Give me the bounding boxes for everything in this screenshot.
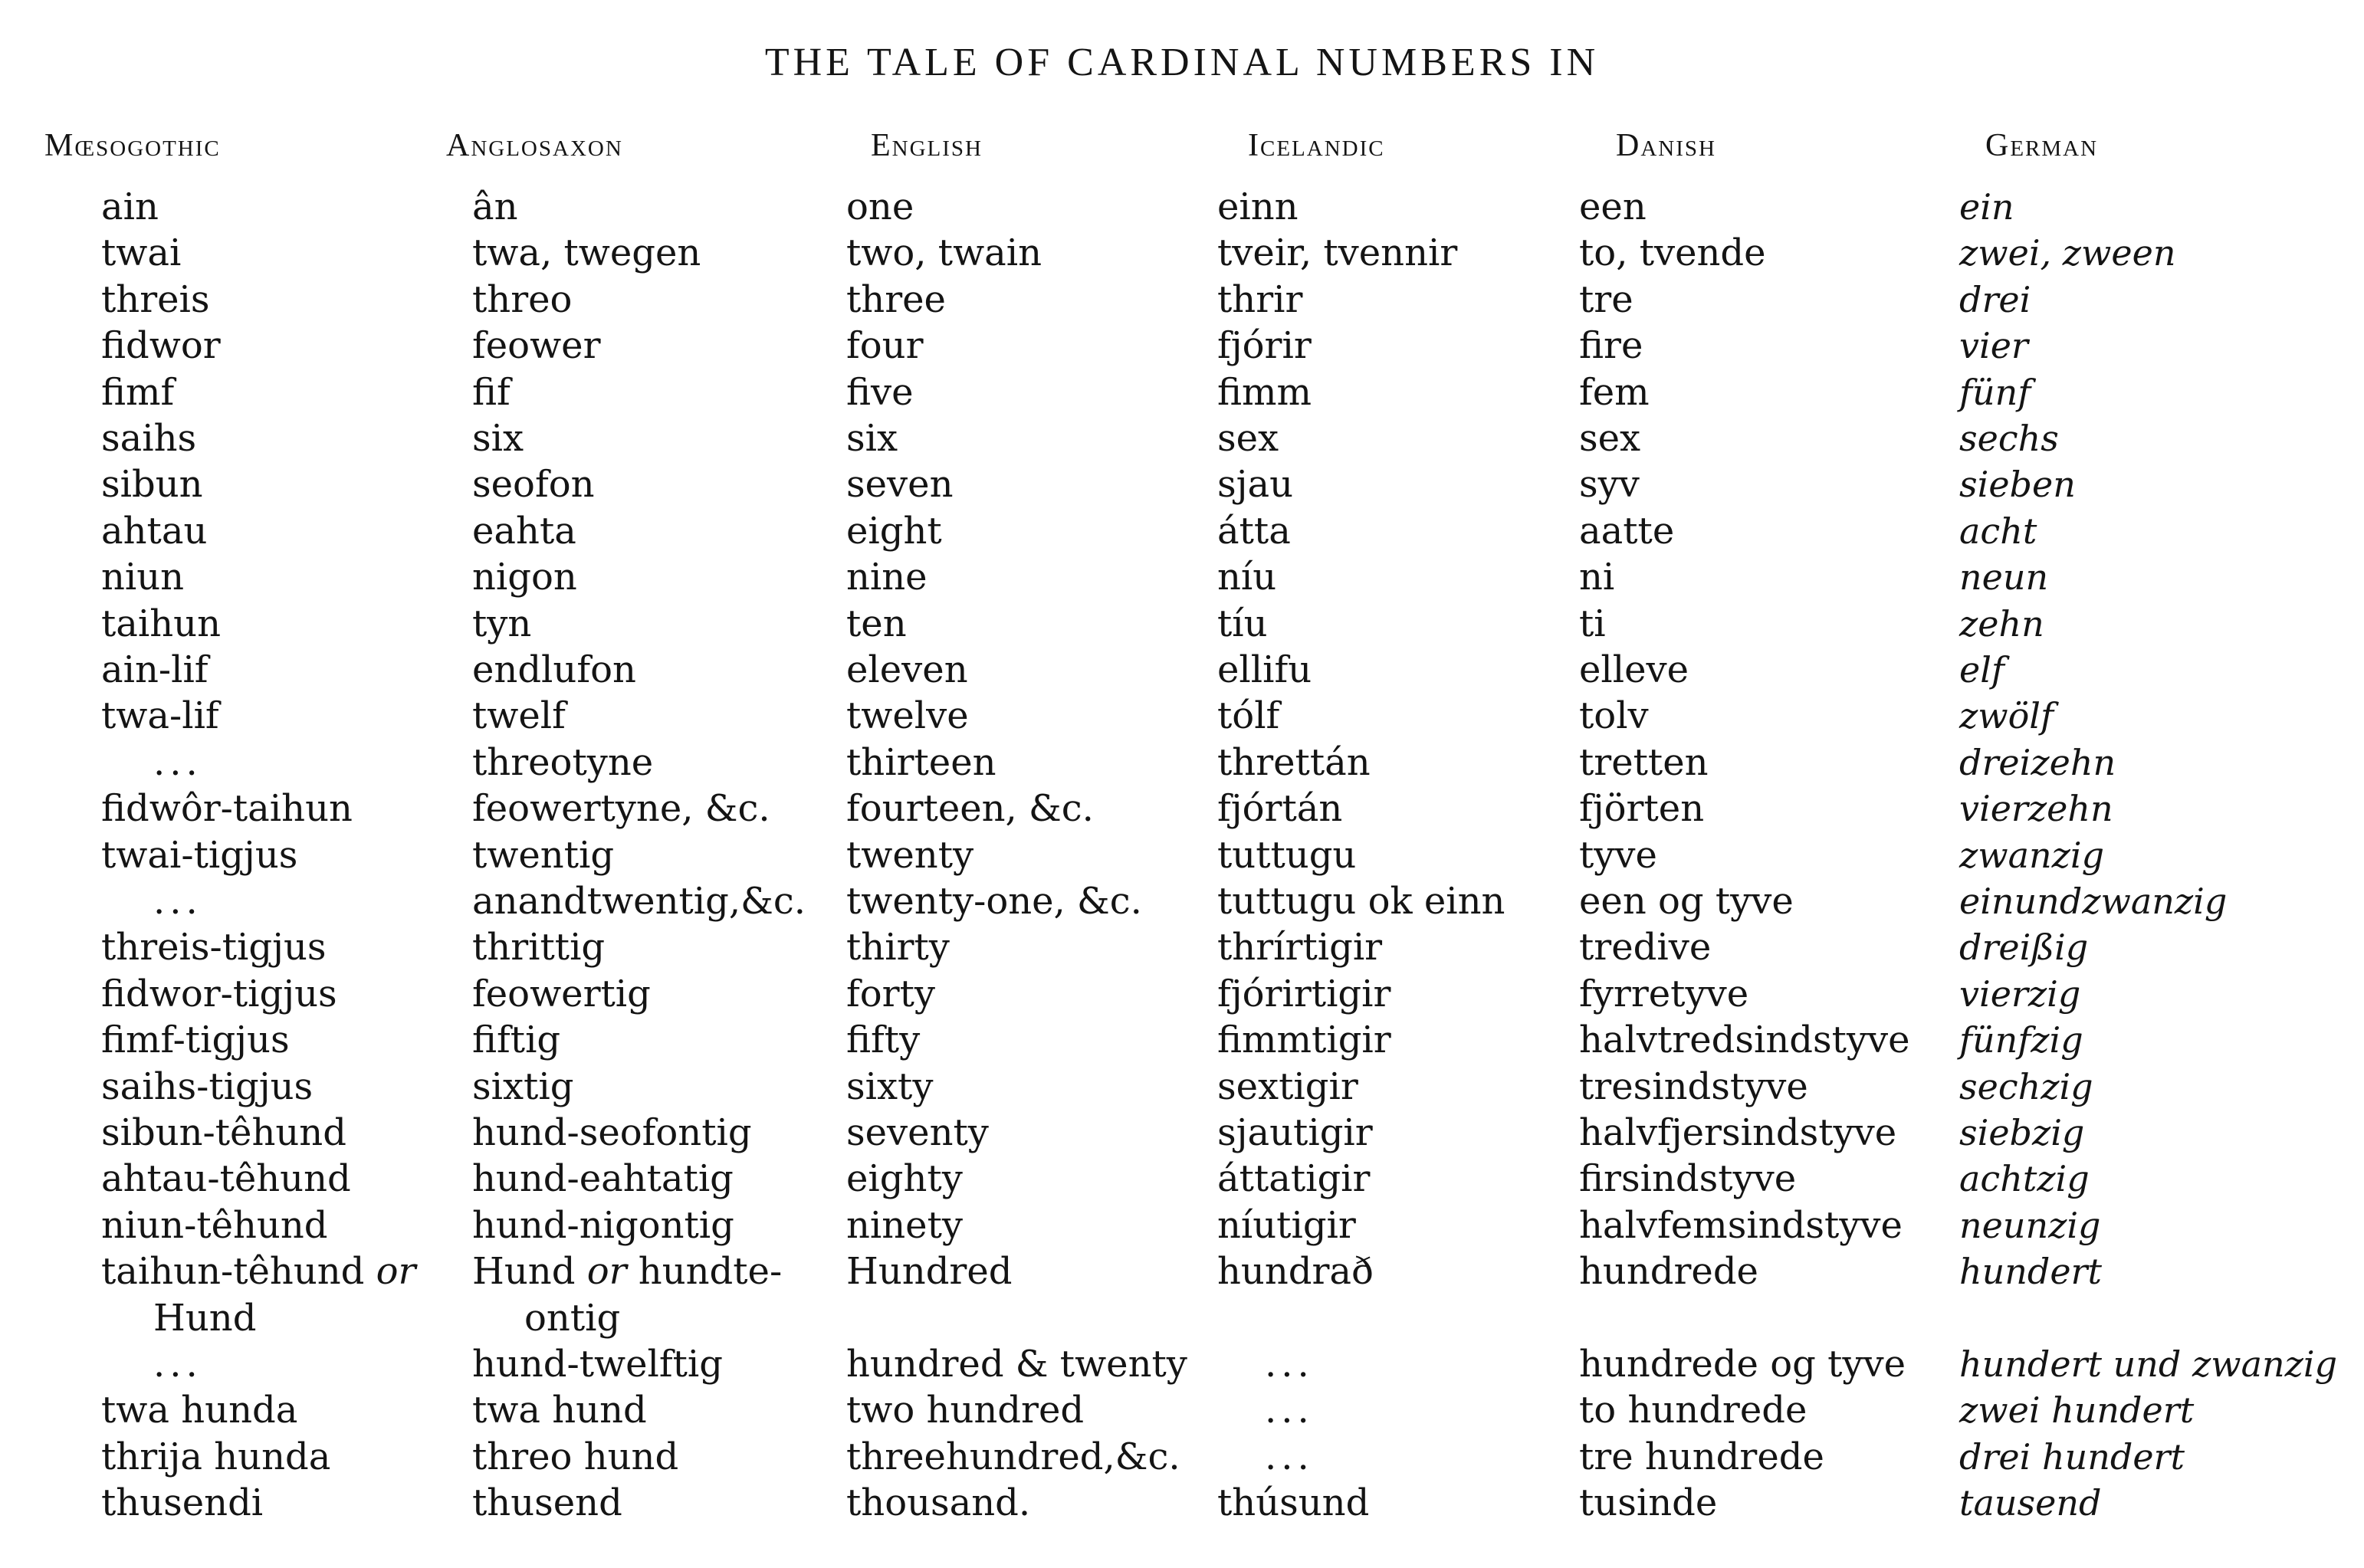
- cell-english: fourteen, &c.: [846, 787, 1094, 831]
- cell-german: sechzig: [1959, 1065, 2093, 1107]
- cell-english: three: [846, 277, 946, 321]
- cell-english: twelve: [846, 694, 969, 738]
- cell-text: Hund: [472, 1250, 576, 1294]
- cell-english: eighty: [846, 1157, 963, 1201]
- cell-icelandic: einn: [1217, 185, 1299, 228]
- cell-moesogothic: twa-lif: [101, 694, 219, 738]
- cell-german: einundzwanzig: [1959, 881, 2228, 922]
- cell-english: ten: [846, 602, 907, 645]
- cell-anglosaxon: endlufon: [472, 648, 636, 691]
- cell-english: eight: [846, 509, 942, 553]
- cell-icelandic: ellifu: [1217, 648, 1312, 691]
- cell-moesogothic: ...: [153, 740, 202, 784]
- cell-english: fifty: [846, 1019, 921, 1062]
- cell-anglosaxon: hund-seofontig: [472, 1111, 752, 1154]
- cell-english: forty: [846, 972, 936, 1015]
- cell-german: elf: [1959, 649, 2004, 691]
- cell-moesogothic: fidwôr-taihun: [101, 787, 353, 831]
- cell-text: taihun-têhund: [101, 1250, 365, 1294]
- cell-moesogothic: saihs-tigjus: [101, 1064, 314, 1108]
- column-header-icelandic: Icelandic: [1248, 128, 1385, 163]
- cell-anglosaxon: threotyne: [472, 740, 654, 784]
- cell-moesogothic: ...: [153, 880, 202, 923]
- cell-conjunction: or: [376, 1250, 416, 1294]
- cell-moesogothic: sibun-têhund: [101, 1111, 346, 1154]
- cell-anglosaxon: hund-nigontig: [472, 1203, 734, 1247]
- cell-german: zwanzig: [1959, 834, 2105, 876]
- cell-danish: halvtredsindstyve: [1579, 1019, 1910, 1062]
- cell-anglosaxon: thusend: [472, 1481, 622, 1525]
- cell-english: eleven: [846, 648, 968, 691]
- cell-german: zwei hundert: [1959, 1389, 2195, 1432]
- cell-icelandic: fimmtigir: [1217, 1019, 1391, 1062]
- cell-anglosaxon: thrittig: [472, 926, 606, 969]
- cell-danish: to hundrede: [1579, 1389, 1807, 1432]
- cell-conjunction: or: [586, 1250, 627, 1294]
- cell-moesogothic: fimf-tigjus: [101, 1019, 290, 1062]
- cell-anglosaxon: anandtwentig,&c.: [472, 880, 806, 923]
- cell-anglosaxon: fiftig: [472, 1019, 561, 1062]
- cell-anglosaxon: threo: [472, 277, 573, 321]
- cell-icelandic: thrir: [1217, 277, 1303, 321]
- cell-english: hundred & twenty: [846, 1343, 1187, 1386]
- cell-english: four: [846, 324, 924, 368]
- cell-english: seventy: [846, 1111, 989, 1154]
- cell-english: five: [846, 370, 914, 414]
- cell-danish: fjörten: [1579, 787, 1705, 831]
- cell-anglosaxon: tyn: [472, 602, 532, 645]
- cell-anglosaxon: feower: [472, 324, 601, 368]
- cell-moesogothic: twa hunda: [101, 1389, 298, 1432]
- cell-anglosaxon: twa, twegen: [472, 231, 701, 275]
- cell-icelandic: tíu: [1217, 602, 1268, 645]
- cell-english: Hundred: [846, 1250, 1013, 1294]
- cell-english: two, twain: [846, 231, 1042, 275]
- cell-icelandic: thrírtigir: [1217, 926, 1383, 969]
- cell-anglosaxon: threo hund: [472, 1435, 679, 1478]
- cell-danish: syv: [1579, 463, 1640, 507]
- cell-icelandic: fjórirtigir: [1217, 972, 1391, 1015]
- cell-icelandic: threttán: [1217, 740, 1371, 784]
- cell-moesogothic: twai: [101, 231, 182, 275]
- cell-danish: hundrede og tyve: [1579, 1343, 1906, 1386]
- cell-anglosaxon: [472, 1248, 782, 1294]
- cell-anglosaxon: feowertig: [472, 972, 651, 1015]
- cell-moesogothic: ahtau-têhund: [101, 1157, 351, 1201]
- cell-danish: aatte: [1579, 509, 1675, 553]
- column-header-german: German: [1985, 128, 2099, 163]
- cell-anglosaxon: ân: [472, 185, 518, 228]
- cell-moesogothic: threis: [101, 277, 210, 321]
- cell-german: sieben: [1959, 464, 2076, 506]
- cell-icelandic: tólf: [1217, 694, 1280, 738]
- cell-anglosaxon: twelf: [472, 694, 566, 738]
- cell-icelandic: níu: [1217, 556, 1277, 599]
- column-header-english: English: [871, 128, 983, 163]
- cell-icelandic: thúsund: [1217, 1481, 1370, 1525]
- cell-icelandic: tuttugu ok einn: [1217, 880, 1505, 923]
- cell-moesogothic: threis-tigjus: [101, 926, 327, 969]
- cell-danish: tyve: [1579, 833, 1657, 877]
- cell-german: dreißig: [1959, 927, 2089, 969]
- cell-english: thousand.: [846, 1481, 1031, 1525]
- cell-moesogothic: twai-tigjus: [101, 833, 298, 877]
- cell-moesogothic: ...: [153, 1343, 202, 1386]
- cell-anglosaxon: feowertyne, &c.: [472, 787, 770, 831]
- cell-icelandic: áttatigir: [1217, 1157, 1371, 1201]
- cell-anglosaxon: twentig: [472, 833, 615, 877]
- cell-moesogothic: niun: [101, 556, 185, 599]
- cell-german: ein: [1959, 186, 2014, 228]
- cell-icelandic: tuttugu: [1217, 833, 1357, 877]
- cell-danish: fem: [1579, 370, 1650, 414]
- cell-german: sechs: [1959, 418, 2059, 459]
- cell-english: sixty: [846, 1064, 934, 1108]
- cell-german: hundert und zwanzig: [1959, 1343, 2338, 1385]
- cell-anglosaxon: six: [472, 417, 524, 460]
- cell-danish: tredive: [1579, 926, 1712, 969]
- cell-anglosaxon: hund-eahtatig: [472, 1157, 734, 1201]
- cell-anglosaxon: hund-twelftig: [472, 1343, 723, 1386]
- cell-anglosaxon: fif: [472, 370, 511, 414]
- cell-danish: een: [1579, 185, 1647, 228]
- cell-moesogothic: ain-lif: [101, 648, 208, 691]
- cell-moesogothic: taihun: [101, 602, 221, 645]
- cell-icelandic: níutigir: [1217, 1203, 1356, 1247]
- cell-moesogothic: thusendi: [101, 1481, 264, 1525]
- cell-icelandic: átta: [1217, 509, 1291, 553]
- cell-english: one: [846, 185, 914, 228]
- column-header-moesogothic: Mœsogothic: [44, 128, 221, 163]
- cell-german: zehn: [1959, 602, 2044, 645]
- cell-german: neunzig: [1959, 1204, 2101, 1246]
- cell-danish: fyrretyve: [1579, 972, 1749, 1015]
- cell-german: drei hundert: [1959, 1435, 2185, 1478]
- cell-english: twenty: [846, 833, 974, 877]
- cell-anglosaxon: sixtig: [472, 1064, 574, 1108]
- cell-german: hundert: [1959, 1251, 2103, 1293]
- cell-english: threehundred,&c.: [846, 1435, 1180, 1478]
- cell-german: dreizehn: [1959, 741, 2116, 783]
- cell-danish: ti: [1579, 602, 1606, 645]
- cell-anglosaxon-continuation: ontig: [524, 1296, 621, 1340]
- cell-text: hundte-: [638, 1250, 783, 1294]
- cell-english: two hundred: [846, 1389, 1085, 1432]
- cell-german: acht: [1959, 510, 2037, 552]
- cell-danish: sex: [1579, 417, 1641, 460]
- cell-english: thirteen: [846, 740, 996, 784]
- cell-moesogothic: sibun: [101, 463, 203, 507]
- cell-moesogothic-continuation: Hund: [153, 1296, 257, 1340]
- cell-danish: halvfemsindstyve: [1579, 1203, 1903, 1247]
- cell-english: six: [846, 417, 898, 460]
- cell-danish: ni: [1579, 556, 1615, 599]
- cell-moesogothic: ain: [101, 185, 159, 228]
- cell-german: fünfzig: [1959, 1019, 2083, 1061]
- cell-danish: een og tyve: [1579, 880, 1794, 923]
- cell-moesogothic: fidwor: [101, 324, 221, 368]
- cell-german: zwei, zween: [1959, 232, 2176, 274]
- cell-icelandic: sextigir: [1217, 1064, 1358, 1108]
- cell-danish: tre hundrede: [1579, 1435, 1824, 1478]
- cell-english: nine: [846, 556, 928, 599]
- cell-danish: tusinde: [1579, 1481, 1718, 1525]
- cell-icelandic: tveir, tvennir: [1217, 231, 1458, 275]
- cell-anglosaxon: nigon: [472, 556, 577, 599]
- cell-moesogothic: saihs: [101, 417, 197, 460]
- cell-moesogothic: niun-têhund: [101, 1203, 328, 1247]
- cell-danish: to, tvende: [1579, 231, 1766, 275]
- cell-icelandic: hundrað: [1217, 1250, 1374, 1294]
- cell-moesogothic: [101, 1248, 416, 1294]
- cell-german: siebzig: [1959, 1112, 2085, 1153]
- cell-icelandic: ...: [1265, 1343, 1314, 1386]
- cell-english: thirty: [846, 926, 950, 969]
- cell-icelandic: ...: [1265, 1389, 1314, 1432]
- cell-danish: elleve: [1579, 648, 1689, 691]
- cell-danish: tolv: [1579, 694, 1649, 738]
- cell-german: tausend: [1959, 1482, 2102, 1524]
- cell-moesogothic: ahtau: [101, 509, 208, 553]
- cell-german: fünf: [1959, 371, 2031, 413]
- cell-german: vierzig: [1959, 973, 2081, 1015]
- cell-anglosaxon: twa hund: [472, 1389, 647, 1432]
- cell-anglosaxon: eahta: [472, 509, 576, 553]
- cell-danish: tresindstyve: [1579, 1064, 1808, 1108]
- cell-english: ninety: [846, 1203, 963, 1247]
- cell-anglosaxon: seofon: [472, 463, 595, 507]
- cell-moesogothic: fimf: [101, 370, 175, 414]
- page-title: THE TALE OF CARDINAL NUMBERS IN: [764, 41, 1600, 84]
- cell-danish: halvfjersindstyve: [1579, 1111, 1897, 1154]
- cell-german: vier: [1959, 325, 2028, 367]
- cell-german: drei: [1959, 278, 2031, 320]
- cell-german: neun: [1959, 556, 2049, 599]
- cell-german: zwölf: [1959, 695, 2054, 737]
- cell-german: achtzig: [1959, 1158, 2090, 1200]
- cell-icelandic: fjórir: [1217, 324, 1312, 368]
- cell-danish: tretten: [1579, 740, 1709, 784]
- cell-icelandic: sex: [1217, 417, 1279, 460]
- cell-danish: firsindstyve: [1579, 1157, 1797, 1201]
- cell-danish: fire: [1579, 324, 1643, 368]
- cell-moesogothic: thrija hunda: [101, 1435, 331, 1478]
- column-header-danish: Danish: [1616, 128, 1716, 163]
- cell-english: seven: [846, 463, 954, 507]
- cell-icelandic: fimm: [1217, 370, 1312, 414]
- column-header-anglosaxon: Anglosaxon: [446, 128, 623, 163]
- cell-danish: hundrede: [1579, 1250, 1758, 1294]
- cell-icelandic: ...: [1265, 1435, 1314, 1478]
- cell-german: vierzehn: [1959, 788, 2113, 830]
- cell-icelandic: fjórtán: [1217, 787, 1343, 831]
- cell-icelandic: sjautigir: [1217, 1111, 1373, 1154]
- cell-moesogothic: fidwor-tigjus: [101, 972, 337, 1015]
- cell-icelandic: sjau: [1217, 463, 1294, 507]
- cell-english: twenty-one, &c.: [846, 880, 1142, 923]
- cell-danish: tre: [1579, 277, 1633, 321]
